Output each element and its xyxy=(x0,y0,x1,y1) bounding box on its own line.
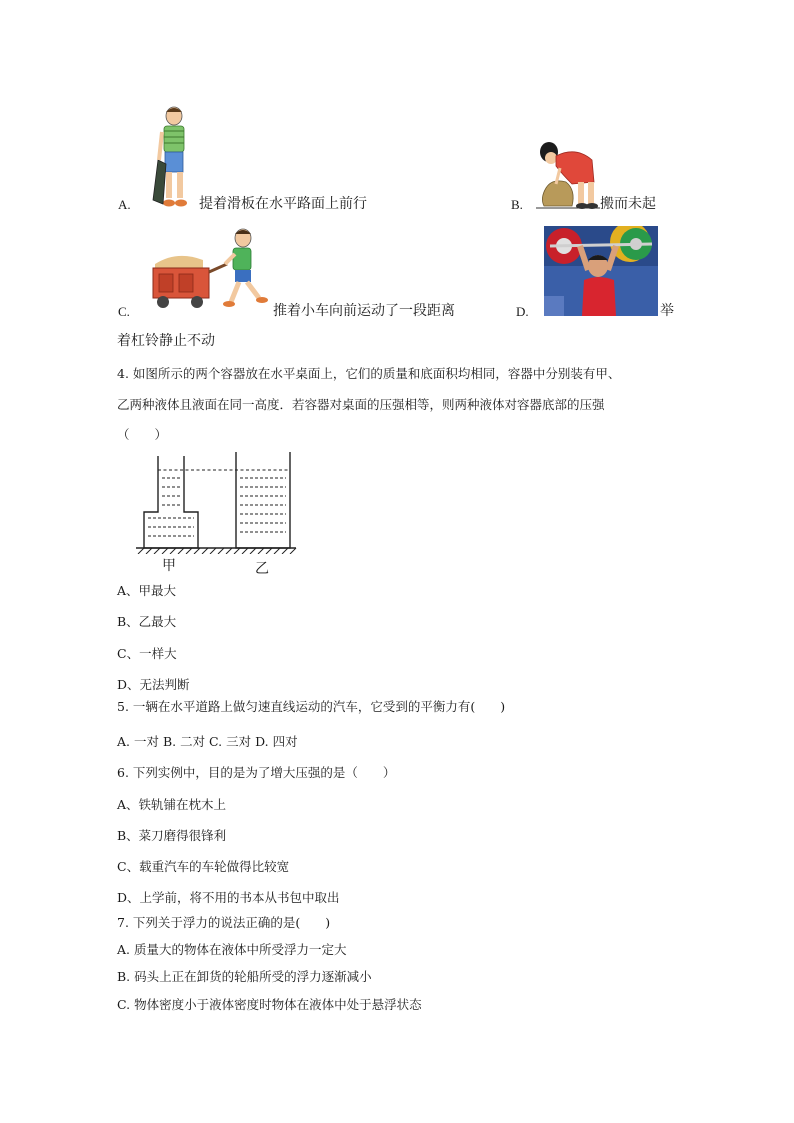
q3-option-b-text: 搬而未起 xyxy=(600,196,656,212)
q3-option-a-text: 提着滑板在水平路面上前行 xyxy=(199,196,367,212)
q3-option-b-letter: B. xyxy=(511,197,523,212)
boy-pushing-cart-illustration xyxy=(147,226,271,310)
q7-option-c: C. 物体密度小于液体密度时物体在液体中处于悬浮状态 xyxy=(117,997,422,1012)
q4-stem-line3: （ ） xyxy=(117,427,168,442)
boy-with-skateboard-illustration xyxy=(150,104,198,212)
q4-option-c: C、一样大 xyxy=(117,646,177,661)
woman-lifting-sack-illustration xyxy=(536,138,600,212)
q3-option-d-text-part1: 举 xyxy=(660,303,674,319)
q3-option-d-text-part2: 着杠铃静止不动 xyxy=(117,333,215,349)
q4-option-a: A、甲最大 xyxy=(117,583,177,598)
q6-option-d: D、上学前，将不用的书本从书包中取出 xyxy=(117,890,340,905)
q6-stem: 6. 下列实例中，目的是为了增大压强的是（ ） xyxy=(117,765,396,780)
q7-stem: 7. 下列关于浮力的说法正确的是( ) xyxy=(117,915,331,930)
q6-option-b: B、菜刀磨得很锋利 xyxy=(117,828,227,843)
container-label-jia: 甲 xyxy=(162,558,176,574)
q3-option-c-letter: C. xyxy=(118,304,130,319)
q4-stem-line1: 4. 如图所示的两个容器放在水平桌面上，它们的质量和底面积均相同，容器中分别装有甲、 xyxy=(117,366,621,381)
q3-option-d-letter: D. xyxy=(516,304,529,319)
two-containers-diagram xyxy=(136,450,298,554)
q7-option-a: A. 质量大的物体在液体中所受浮力一定大 xyxy=(117,942,347,957)
q4-stem-line2: 乙两种液体且液面在同一高度．若容器对桌面的压强相等，则两种液体对容器底部的压强 xyxy=(117,397,605,412)
q6-option-a: A、铁轨铺在枕木上 xyxy=(117,797,227,812)
container-label-yi: 乙 xyxy=(255,561,269,577)
q4-option-b: B、乙最大 xyxy=(117,614,177,629)
weightlifter-photo xyxy=(544,226,658,316)
q3-option-a-letter: A. xyxy=(118,197,131,212)
q6-option-c: C、载重汽车的车轮做得比较宽 xyxy=(117,859,290,874)
q5-stem: 5. 一辆在水平道路上做匀速直线运动的汽车，它受到的平衡力有( ) xyxy=(117,699,506,714)
q4-option-d: D、无法判断 xyxy=(117,677,190,692)
q7-option-b: B. 码头上正在卸货的轮船所受的浮力逐渐减小 xyxy=(117,969,372,984)
q3-option-c-text: 推着小车向前运动了一段距离 xyxy=(273,303,455,319)
q5-options: A. 一对 B. 二对 C. 三对 D. 四对 xyxy=(117,734,298,749)
